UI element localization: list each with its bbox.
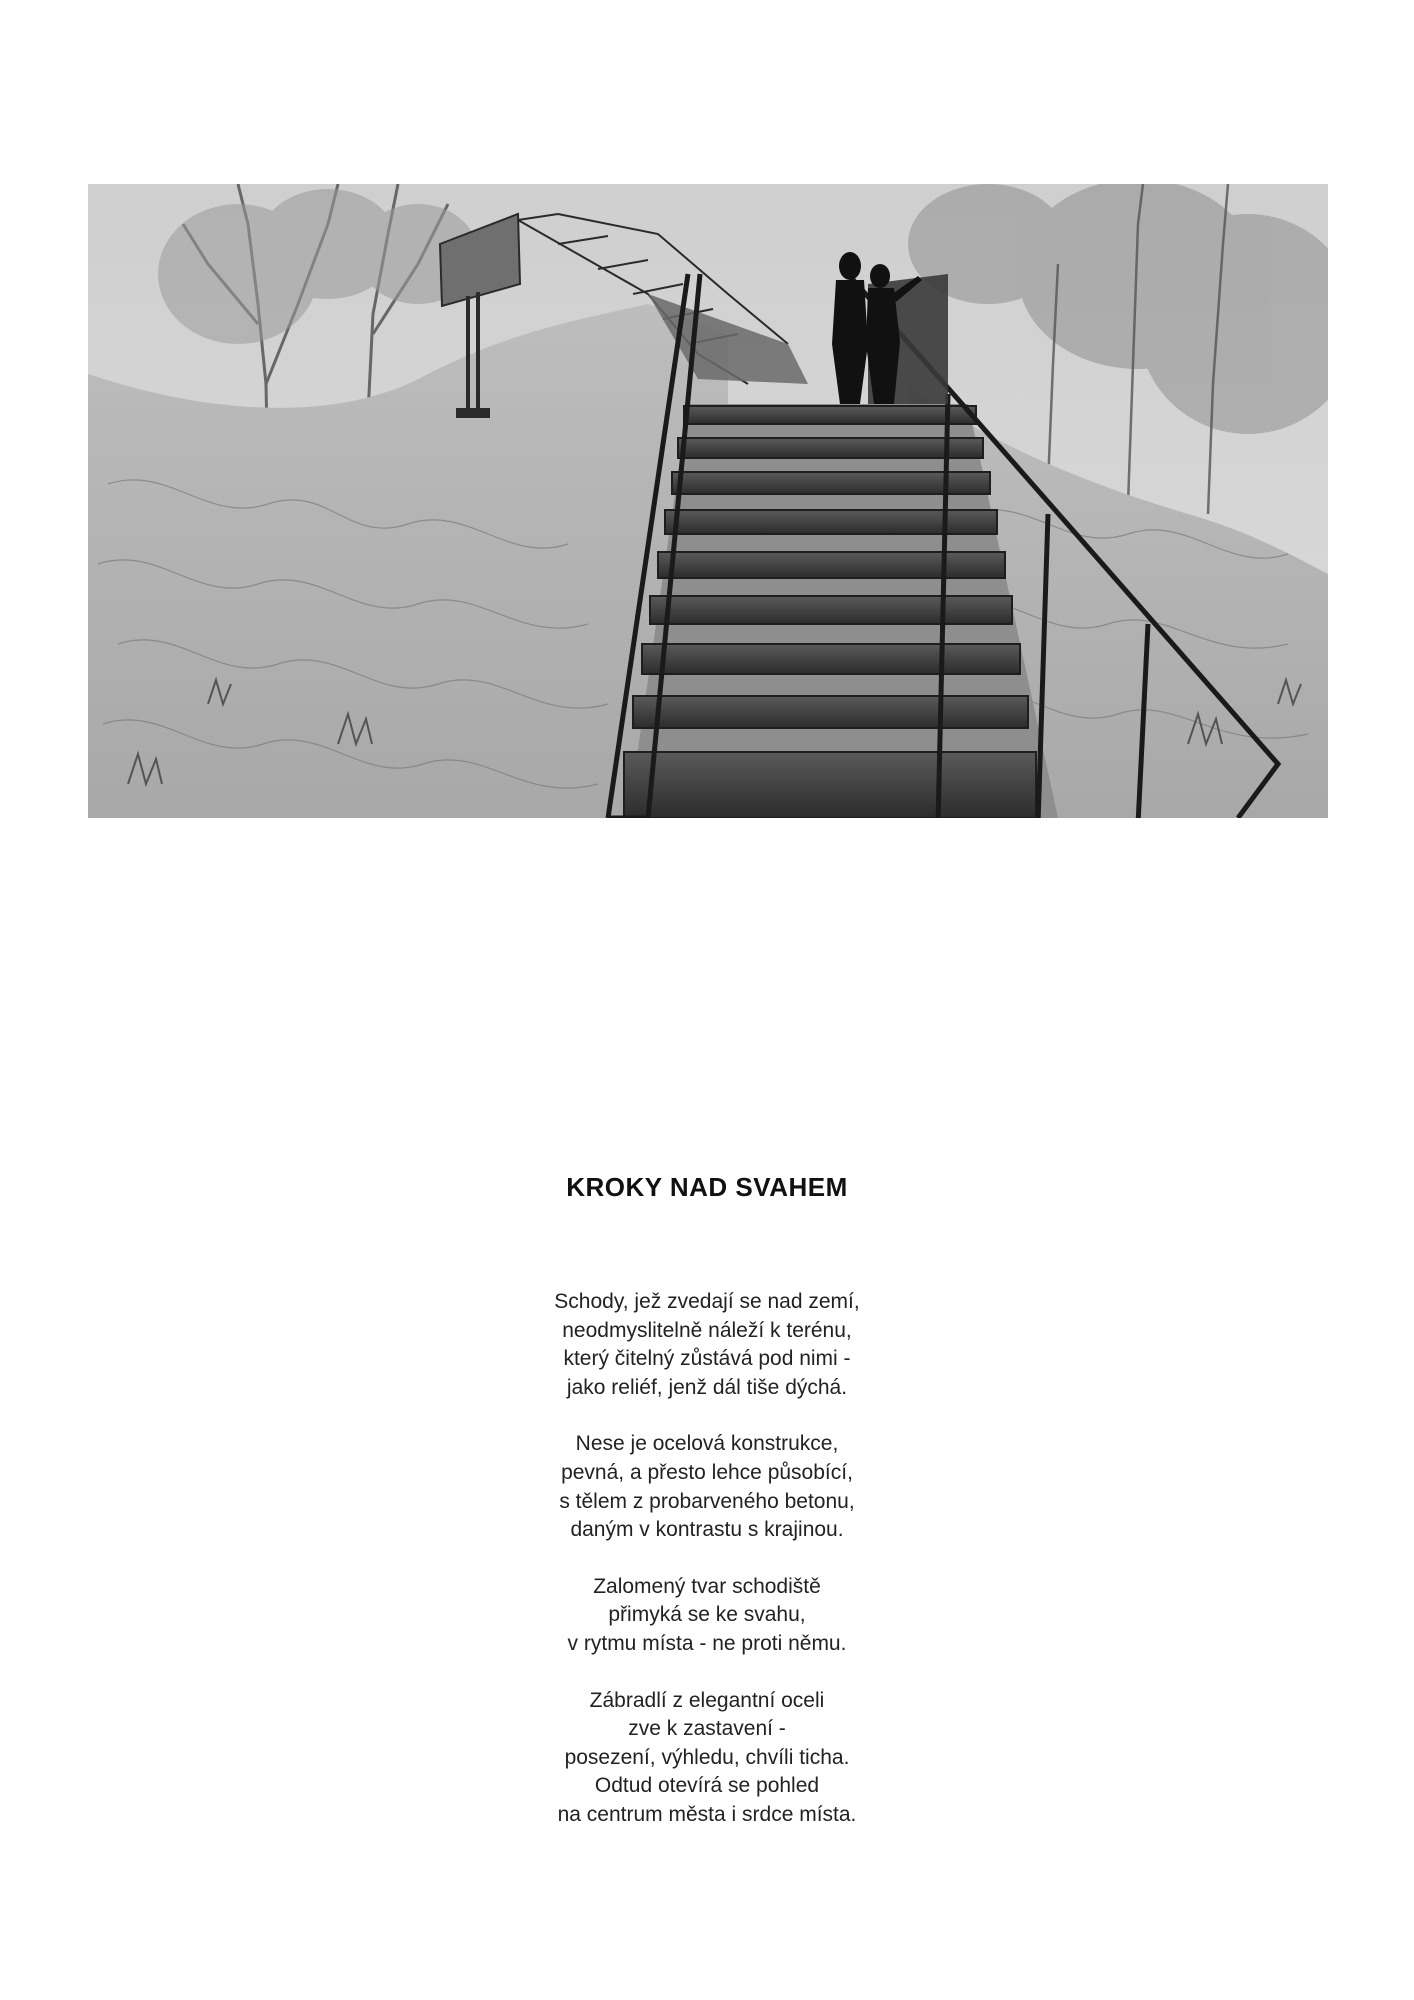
page-title: KROKY NAD SVAHEM — [566, 1172, 848, 1202]
poem-line: daným v kontrastu s krajinou. — [570, 1518, 844, 1542]
poem-stanza — [0, 1430, 1414, 1544]
poem-line: Zalomený tvar schodiště — [593, 1574, 821, 1598]
sketch-drawing — [88, 184, 1328, 818]
poem-stanza — [0, 1288, 1414, 1402]
poem-line: Odtud otevírá se pohled — [594, 1774, 820, 1798]
poem-line: neodmyslitelně náleží k terénu, — [562, 1318, 852, 1342]
poem-line: na centrum města i srdce místa. — [557, 1802, 857, 1826]
poem-line: Zábradlí z elegantní oceli — [589, 1688, 825, 1712]
poem-line: pevná, a přesto lehce působící, — [561, 1460, 853, 1484]
poem-line: Schody, jež zvedají se nad zemí, — [554, 1290, 860, 1313]
poem — [0, 1288, 1414, 1858]
poem-stanza — [0, 1687, 1414, 1830]
poem-line: přimyká se ke svahu, — [608, 1603, 806, 1627]
poem-line: který čitelný zůstává pod nimi - — [563, 1347, 851, 1371]
poem-stanza — [0, 1573, 1414, 1659]
staircase-sketch-illustration — [88, 184, 1328, 818]
poem-line: jako reliéf, jenž dál tiše dýchá. — [566, 1375, 848, 1399]
poem-line: Nese je ocelová konstrukce, — [575, 1432, 839, 1456]
poem-line: s tělem z probarveného betonu, — [559, 1489, 855, 1513]
poem-line: posezení, výhledu, chvíli ticha. — [564, 1745, 850, 1769]
poem-line: v rytmu místa - ne proti němu. — [567, 1631, 847, 1655]
poem-line: zve k zastavení - — [628, 1717, 786, 1741]
